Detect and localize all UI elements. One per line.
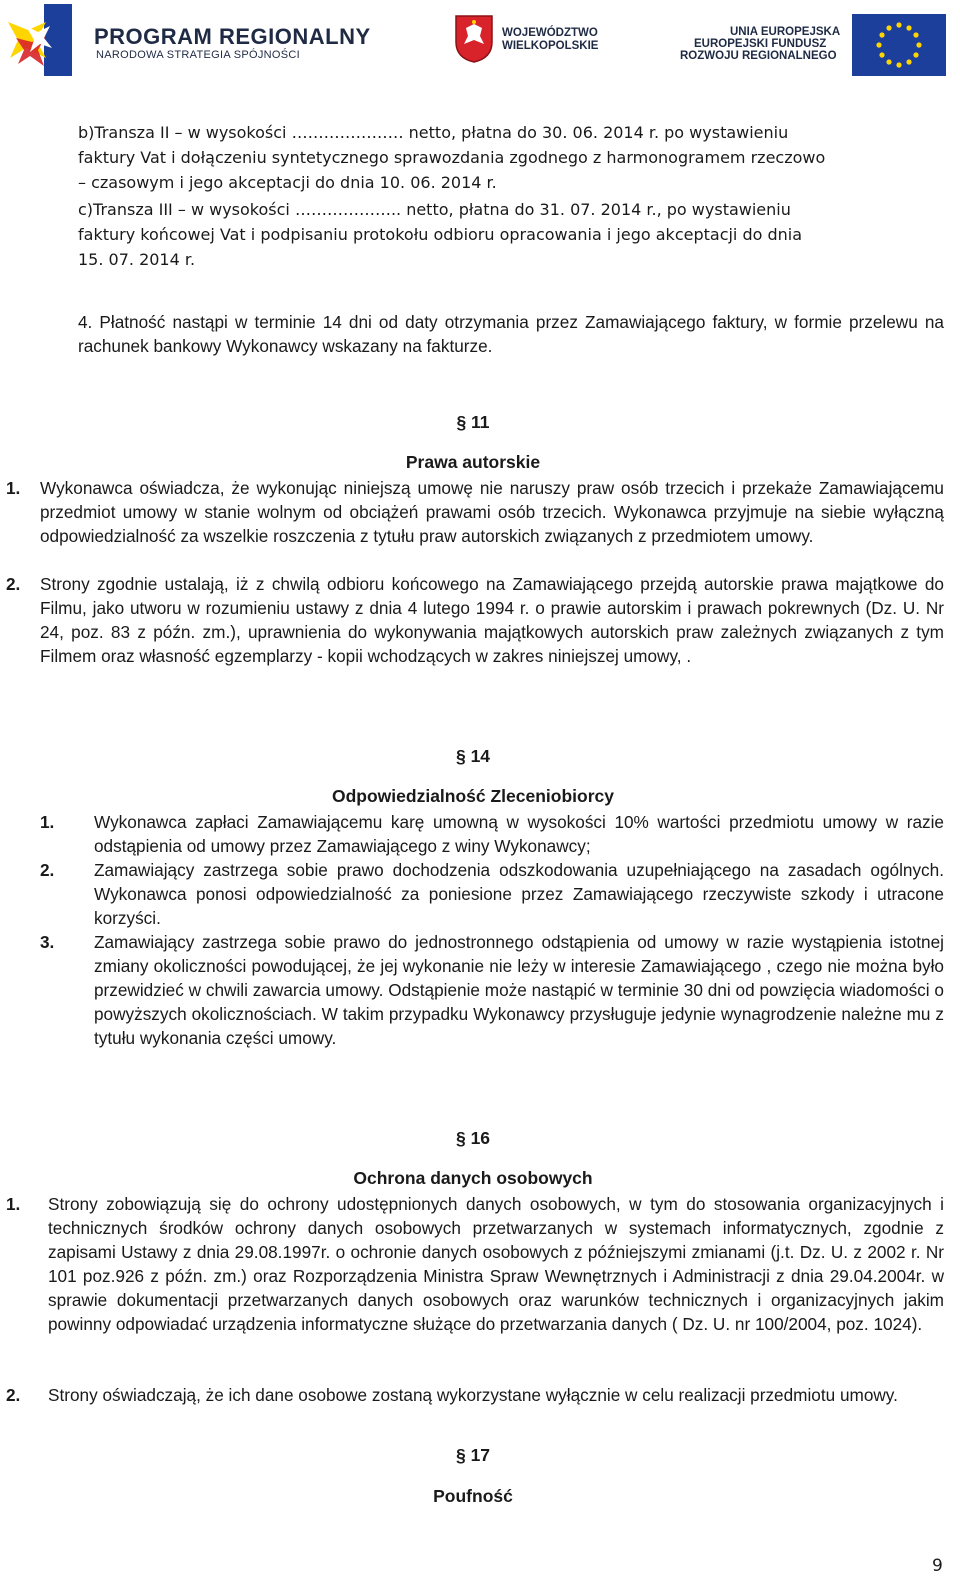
item-number: 2. (40, 860, 55, 880)
page-number: 9 (932, 1556, 943, 1576)
section-17-title: Poufność (433, 1486, 513, 1506)
tranche-b-line-2: faktury Vat i dołączeniu syntetycznego sprawozdania zgodnego z harmonogramem rzeczowo (78, 148, 826, 167)
list-item: Zamawiający zastrzega sobie prawo dochodzenia odszkodowania uzupełniającego na zasadach ogólnych. Wykonawca ponosi odpowiedzialność za poniesione przez Zamawiającego rzeczywiste szkody i utracone korzyści. (94, 860, 944, 928)
voivodeship-line2: WIELKOPOLSKIE (502, 40, 599, 52)
wielkopolska-crest-icon (454, 14, 494, 64)
section-16-number: § 16 (455, 1128, 491, 1148)
section-11-number: § 11 (456, 412, 490, 432)
voivodeship-line1: WOJEWÓDZTWO (502, 27, 598, 39)
tranche-b-line-1: b)Transza II – w wysokości ………………… netto, płatna do 30. 06. 2014 r. po wystawieniu (78, 123, 789, 142)
section-14-title: Odpowiedzialność Zleceniobiorcy (332, 786, 614, 806)
list-item: Zamawiający zastrzega sobie prawo do jednostronnego odstąpienia od umowy w razie wystąpienia istotnej zmiany okoliczności powodującej, że jej wykonanie nie leży w interesie Zamawiającego , czego nie można było przewidzieć w chwili zawarcia umowy. Odstąpienie może nastąpić w terminie 30 dni od powzięcia wiadomości o powyższych okolicznościach. W takim przypadku Wykonawcy przysługuje jedynie wynagrodzenie należne mu z tytułu wykonania części umowy. (94, 932, 944, 1048)
eu-line1: UNIA EUROPEJSKA (730, 26, 841, 38)
list-item: Strony oświadczają, że ich dane osobowe zostaną wykorzystane wyłącznie w celu realizacji przedmiotu umowy. (48, 1385, 898, 1405)
payment-clause: 4. Płatność nastąpi w terminie 14 dni od daty otrzymania przez Zamawiającego faktury, w formie przelewu na rachunek bankowy Wykonawcy wskazany na fakturze. (78, 312, 944, 356)
tranche-b-line-3: – czasowym i jego akceptacji do dnia 10. 06. 2014 r. (78, 173, 497, 192)
tranche-c (78, 197, 948, 272)
section-16-title: Ochrona danych osobowych (353, 1168, 593, 1188)
tranche-c-line-3: 15. 07. 2014 r. (78, 250, 196, 269)
eu-flag-icon (852, 14, 946, 76)
list-item: Wykonawca oświadcza, że wykonując niniejszą umowę nie naruszy praw osób trzecich i przekaże Zamawiającemu przedmiot umowy w stanie wolnym od obciążeń prawami osób trzecich. Wykonawca przyjmuje na siebie wyłączną odpowiedzialność za wszelkie roszczenia z tytułu praw autorskich związanych z przedmiotem umowy. (40, 478, 944, 546)
eu-line3: ROZWOJU REGIONALNEGO (680, 50, 837, 62)
eu-line2: EUROPEJSKI FUNDUSZ (694, 38, 827, 50)
section-11-title: Prawa autorskie (405, 452, 541, 472)
item-number: 1. (6, 1194, 21, 1214)
program-title: PROGRAM REGIONALNY (94, 24, 371, 49)
list-item: Strony zgodnie ustalają, iż z chwilą odbioru końcowego na Zamawiającego przejdą autorskie prawa majątkowe do Filmu, jako utworu w rozumieniu ustawy z dnia 4 lutego 1994 r. o prawie autorskim i prawach pokrewnych (Dz. U. Nr 24, poz. 83 z późn. zm.), uprawnienia do wykonywania majątkowych autorskich praw zależnych związanych z tym Filmem oraz własność egzemplarzy - kopii wchodzących w zakres niniejszej umowy, . (40, 574, 944, 666)
item-number: 1. (40, 812, 55, 832)
item-number: 1. (6, 478, 21, 498)
tranche-b (78, 120, 948, 195)
item-number: 3. (40, 932, 55, 952)
section-17-number: § 17 (455, 1445, 491, 1465)
section-14-number: § 14 (455, 746, 491, 766)
item-number: 2. (6, 574, 21, 594)
item-number: 2. (6, 1385, 21, 1405)
tranche-c-line-1: c)Transza III – w wysokości ……………….. netto, płatna do 31. 07. 2014 r., po wystawieniu (78, 200, 791, 219)
list-item: Strony zobowiązują się do ochrony udostępnionych danych osobowych, w tym do stosowania organizacyjnych i technicznych środków ochrony danych osobowych przetwarzanych w systemach informatycznych, zgodnie z zapisami Ustawy z dnia 29.08.1997r. o ochronie danych osobowych z późniejszymi zmianami (j.t. Dz. U. z 2002 r. Nr 101 poz.926 z późn. zm.) oraz Rozporządzenia Ministra Spraw Wewnętrznych i Administracji z dnia 29.04.2004r. w sprawie dokumentacji przetwarzanych danych osobowych oraz warunków technicznych i organizacyjnych jakim powinny odpowiadać urządzenia informatyczne służące do przetwarzania danych ( Dz. U. nr 100/2004, poz. 1024). (48, 1194, 944, 1334)
list-item: Wykonawca zapłaci Zamawiającemu karę umowną w wysokości 10% wartości przedmiotu umowy w razie odstąpienia od umowy przez Zamawiającego z winy Wykonawcy; (94, 812, 944, 856)
tranche-c-line-2: faktury końcowej Vat i podpisaniu protokołu odbioru opracowania i jego akceptacji do dnia (78, 225, 803, 244)
program-subtitle: NARODOWA STRATEGIA SPÓJNOŚCI (96, 49, 300, 61)
program-regionalny-logo-icon (6, 2, 76, 78)
